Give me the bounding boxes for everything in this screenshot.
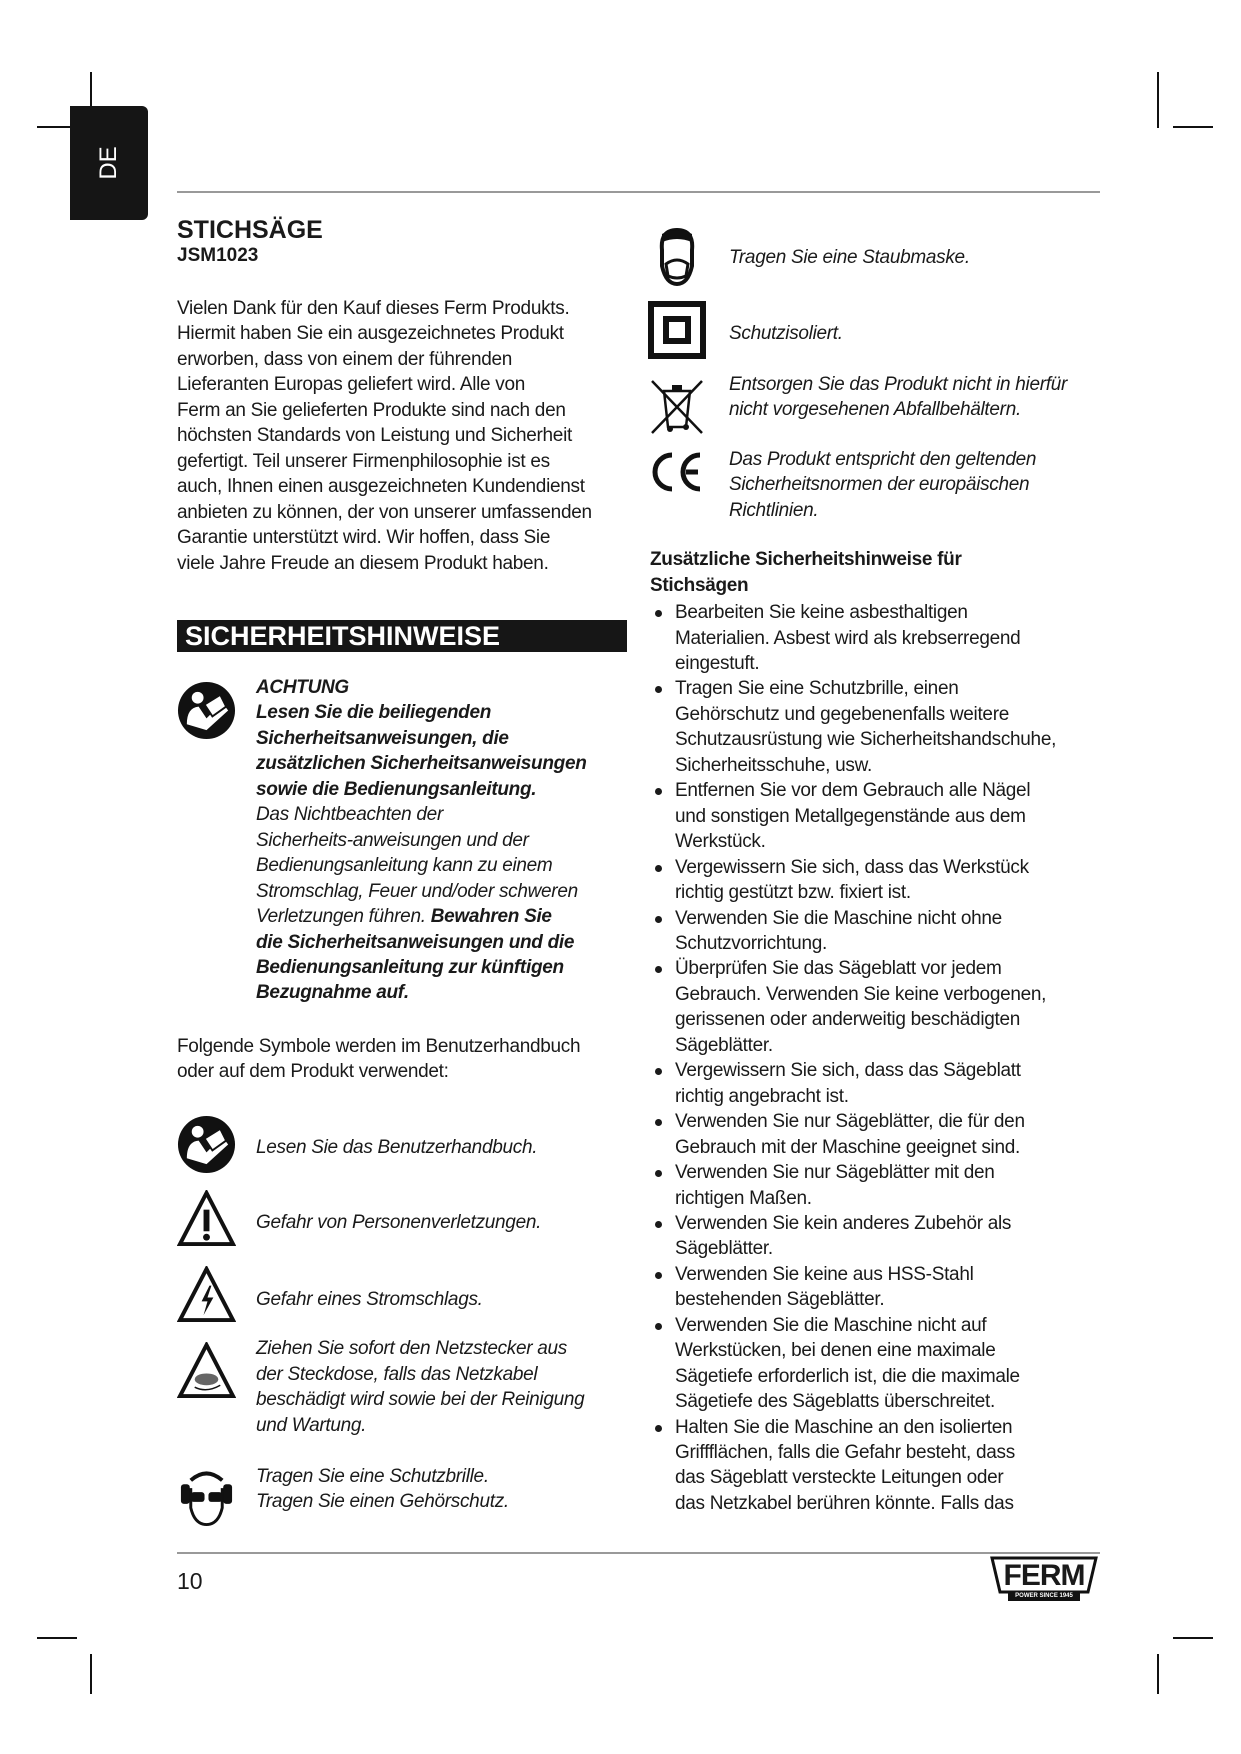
symbol-description	[256, 1464, 627, 1515]
electric-shock-icon	[177, 1266, 236, 1323]
bullet-line: Verwenden Sie keine aus HSS-Stahl	[675, 1263, 974, 1285]
bullet-line: Gebrauch. Verwenden Sie keine verbogenen,	[675, 983, 1047, 1005]
symbols-intro-line: oder auf dem Produkt verwendet:	[177, 1061, 449, 1083]
symbols-intro-line: Folgende Symbole werden im Benutzerhandbuch	[177, 1035, 581, 1057]
bullet-item	[675, 956, 1120, 1058]
warning-row	[177, 675, 627, 1006]
language-label: DE	[95, 146, 122, 180]
intro-line: gefertigt. Teil unserer Firmenphilosophie ist es	[177, 450, 550, 472]
symbol-description-line: Schutzisoliert.	[729, 323, 843, 345]
goggles-ear-protection-icon	[177, 1468, 236, 1528]
intro-line: Vielen Dank für den Kauf dieses Ferm Produkts.	[177, 298, 570, 319]
ferm-logo	[990, 1556, 1098, 1604]
dust-mask-icon	[652, 226, 702, 288]
symbol-row	[177, 1135, 627, 1160]
bullet-line: Halten Sie die Maschine an den isolierten	[675, 1416, 1013, 1438]
intro-line: auch, Ihnen einen ausgezeichneten Kundendienst	[177, 476, 585, 498]
intro-line: Lieferanten Europas geliefert wird. Alle von	[177, 374, 526, 396]
bullet-item	[675, 1109, 1120, 1160]
bullet-item	[675, 1313, 1120, 1415]
warning-bold-line: Sicherheitsanweisungen, die	[256, 727, 509, 749]
section-title: SICHERHEITSHINWEISE	[185, 620, 501, 651]
warning-bold-line: zusätzlichen Sicherheitsanweisungen	[256, 753, 587, 775]
symbol-description	[256, 1336, 627, 1438]
symbol-description-line: Tragen Sie eine Schutzbrille.	[256, 1465, 489, 1487]
bullet-line: Verwenden Sie kein anderes Zubehör als	[675, 1212, 1012, 1234]
bullet-line: Sägetiefe erforderlich ist, die die maximale	[675, 1365, 1020, 1387]
ce-mark-icon	[648, 449, 706, 495]
symbol-row	[650, 372, 1120, 423]
symbol-description-line: Lesen Sie das Benutzerhandbuch.	[256, 1136, 538, 1158]
bullet-item	[675, 855, 1120, 906]
warning-block	[256, 675, 627, 1006]
bullet-item	[675, 1262, 1120, 1313]
bullet-item	[675, 778, 1120, 854]
symbols-intro	[177, 1034, 627, 1085]
unplug-icon	[177, 1342, 236, 1399]
warning-heading: ACHTUNG	[256, 676, 349, 698]
bullet-line: Verwenden Sie nur Sägeblätter mit den	[675, 1162, 995, 1184]
bullet-item	[675, 1211, 1120, 1262]
bullet-line: Sägeblätter.	[675, 1238, 773, 1260]
safety-bullet-list	[650, 600, 1120, 1516]
crop-mark	[37, 1637, 77, 1639]
weee-bin-icon	[648, 377, 706, 435]
symbol-description	[729, 447, 1120, 523]
crop-mark	[1157, 72, 1159, 128]
heading-line: Zusätzliche Sicherheitshinweise für	[650, 549, 962, 571]
bullet-line: Vergewissern Sie sich, dass das Sägeblatt	[675, 1060, 1021, 1082]
symbol-description-line: Gefahr eines Stromschlags.	[256, 1288, 483, 1310]
symbol-description-line: Tragen Sie eine Staubmaske.	[729, 247, 970, 268]
symbol-description-line: Gefahr von Personenverletzungen.	[256, 1212, 542, 1234]
symbol-description-line: Sicherheitsnormen der europäischen	[729, 474, 1030, 496]
bullet-line: Überprüfen Sie das Sägeblatt vor jedem	[675, 958, 1002, 980]
warning-mixed-line	[256, 904, 627, 929]
bullet-line: Werkstücken, bei denen eine maximale	[675, 1340, 996, 1362]
intro-line: Ferm an Sie gelieferten Produkte sind nach den	[177, 399, 566, 421]
symbol-row	[650, 321, 1120, 346]
bullet-line: das Netzkabel berühren könnte. Falls das	[675, 1492, 1014, 1514]
bullet-line: Schutzvorrichtung.	[675, 932, 827, 954]
bullet-line: Werkstück.	[675, 831, 766, 853]
warning-bold-line: sowie die Bedienungsanleitung.	[256, 778, 537, 800]
bullet-line: Sägeblätter.	[675, 1034, 773, 1056]
symbol-description-line: und Wartung.	[256, 1414, 367, 1436]
read-manual-icon	[177, 681, 236, 740]
bullet-line: Gehörschutz und gegebenenfalls weitere	[675, 703, 1009, 725]
symbol-row	[177, 1464, 627, 1515]
heading-line: Stichsägen	[650, 574, 749, 596]
bullet-item	[675, 906, 1120, 957]
symbol-description	[729, 321, 1120, 346]
symbol-description-line: Richtlinien.	[729, 499, 819, 521]
crop-mark	[1157, 1654, 1159, 1694]
crop-mark	[1173, 126, 1213, 128]
symbol-row	[177, 1287, 627, 1312]
warning-line: Das Nichtbeachten der	[256, 804, 443, 826]
bullet-item	[675, 1160, 1120, 1211]
symbol-row	[177, 1210, 627, 1235]
bullet-item	[675, 676, 1120, 778]
bullet-line: Schutzausrüstung wie Sicherheitshandschuhe,	[675, 729, 1057, 751]
intro-line: Garantie unterstützt wird. Wir hoffen, dass Sie	[177, 527, 551, 549]
bullet-line: bestehenden Sägeblätter.	[675, 1289, 885, 1311]
warning-bold-line: Lesen Sie die beiliegenden	[256, 702, 492, 724]
bullet-item	[675, 600, 1120, 676]
symbol-description-line: Entsorgen Sie das Produkt nicht in hierfür	[729, 373, 1068, 395]
symbol-description-line: nicht vorgesehenen Abfallbehältern.	[729, 399, 1021, 421]
intro-paragraph	[177, 296, 627, 576]
bullet-line: Materialien. Asbest wird als krebserregend	[675, 627, 1021, 649]
crop-mark	[1173, 1637, 1213, 1639]
symbol-row	[650, 447, 1120, 523]
bullet-line: gerissenen oder anderweitig beschädigten	[675, 1009, 1021, 1031]
bullet-line: Sicherheitsschuhe, usw.	[675, 754, 872, 776]
bullet-item	[675, 1415, 1120, 1517]
language-tab	[70, 106, 148, 220]
bullet-line: und sonstigen Metallgegenstände aus dem	[675, 805, 1026, 827]
symbol-description-line: Tragen Sie einen Gehörschutz.	[256, 1491, 509, 1513]
bullet-line: das Sägeblatt versteckte Leitungen oder	[675, 1467, 1004, 1489]
bullet-line: richtig gestützt bzw. fixiert ist.	[675, 882, 911, 904]
bullet-line: Verwenden Sie die Maschine nicht auf	[675, 1314, 987, 1336]
bullet-line: richtig angebracht ist.	[675, 1085, 849, 1107]
double-insulated-icon	[648, 301, 706, 359]
model-number: JSM1023	[177, 245, 259, 266]
symbol-description-line: Ziehen Sie sofort den Netzstecker aus	[256, 1338, 568, 1360]
symbol-description	[729, 245, 1120, 270]
bullet-line: Gebrauch mit der Maschine geeignet sind.	[675, 1136, 1020, 1158]
bottom-rule	[177, 1552, 1100, 1554]
symbol-description	[256, 1135, 627, 1160]
symbol-description	[256, 1210, 627, 1235]
top-rule	[177, 191, 1100, 193]
warning-exclamation-icon	[177, 1190, 236, 1247]
logo-name: FERM	[1003, 1559, 1085, 1592]
warning-line: Sicherheits-anweisungen und der	[256, 829, 529, 851]
extra-safety-heading	[650, 547, 1120, 598]
crop-mark	[90, 1654, 92, 1694]
warning-bold-line: die Sicherheitsanweisungen und die	[256, 931, 575, 953]
bullet-line: Verwenden Sie die Maschine nicht ohne	[675, 907, 1002, 929]
intro-line: Hiermit haben Sie ein ausgezeichnetes Produkt	[177, 323, 564, 345]
bullet-item	[675, 1058, 1120, 1109]
warning-line: Stromschlag, Feuer und/oder schweren	[256, 880, 578, 902]
symbol-description-line: Das Produkt entspricht den geltenden	[729, 448, 1037, 470]
right-column	[650, 245, 1120, 1516]
symbol-row	[177, 1336, 627, 1438]
page-title: STICHSÄGE	[177, 216, 323, 244]
symbol-description	[256, 1287, 627, 1312]
bullet-line: eingestuft.	[675, 652, 760, 674]
warning-bold-line: Bedienungsanleitung zur künftigen	[256, 956, 564, 978]
symbol-description-line: der Steckdose, falls das Netzkabel	[256, 1363, 538, 1385]
intro-line: höchsten Standards von Leistung und Sicherheit	[177, 425, 572, 447]
bullet-line: Tragen Sie eine Schutzbrille, einen	[675, 678, 959, 700]
warning-bold-line: Bezugnahme auf.	[256, 982, 409, 1004]
intro-line: anbieten zu können, der von unserer umfassenden	[177, 501, 592, 523]
bullet-line: Sägetiefe des Sägeblatts überschreitet.	[675, 1391, 995, 1413]
left-column	[177, 216, 627, 1515]
bullet-line: Griffflächen, falls die Gefahr besteht, dass	[675, 1442, 1015, 1464]
bullet-line: Verwenden Sie nur Sägeblätter, die für den	[675, 1111, 1025, 1133]
logo-tagline: POWER SINCE 1945	[1015, 1593, 1073, 1599]
intro-line: erworben, dass von einem der führenden	[177, 348, 513, 370]
page-number: 10	[177, 1568, 203, 1594]
intro-line: viele Jahre Freude an diesem Produkt haben.	[177, 552, 549, 574]
bullet-line: richtigen Maßen.	[675, 1187, 812, 1209]
bullet-line: Vergewissern Sie sich, dass das Werkstück	[675, 856, 1029, 878]
section-header	[177, 620, 627, 652]
warning-text: Verletzungen führen.	[256, 906, 431, 928]
warning-bold-text: Bewahren Sie	[430, 906, 552, 928]
symbol-description	[729, 372, 1120, 423]
symbol-row	[650, 245, 1120, 270]
warning-line: Bedienungsanleitung kann zu einem	[256, 855, 553, 877]
bullet-line: Entfernen Sie vor dem Gebrauch alle Nägel	[675, 780, 1031, 802]
read-manual-icon	[177, 1115, 236, 1174]
symbol-description-line: beschädigt wird sowie bei der Reinigung	[256, 1389, 585, 1411]
bullet-line: Bearbeiten Sie keine asbesthaltigen	[675, 602, 968, 624]
